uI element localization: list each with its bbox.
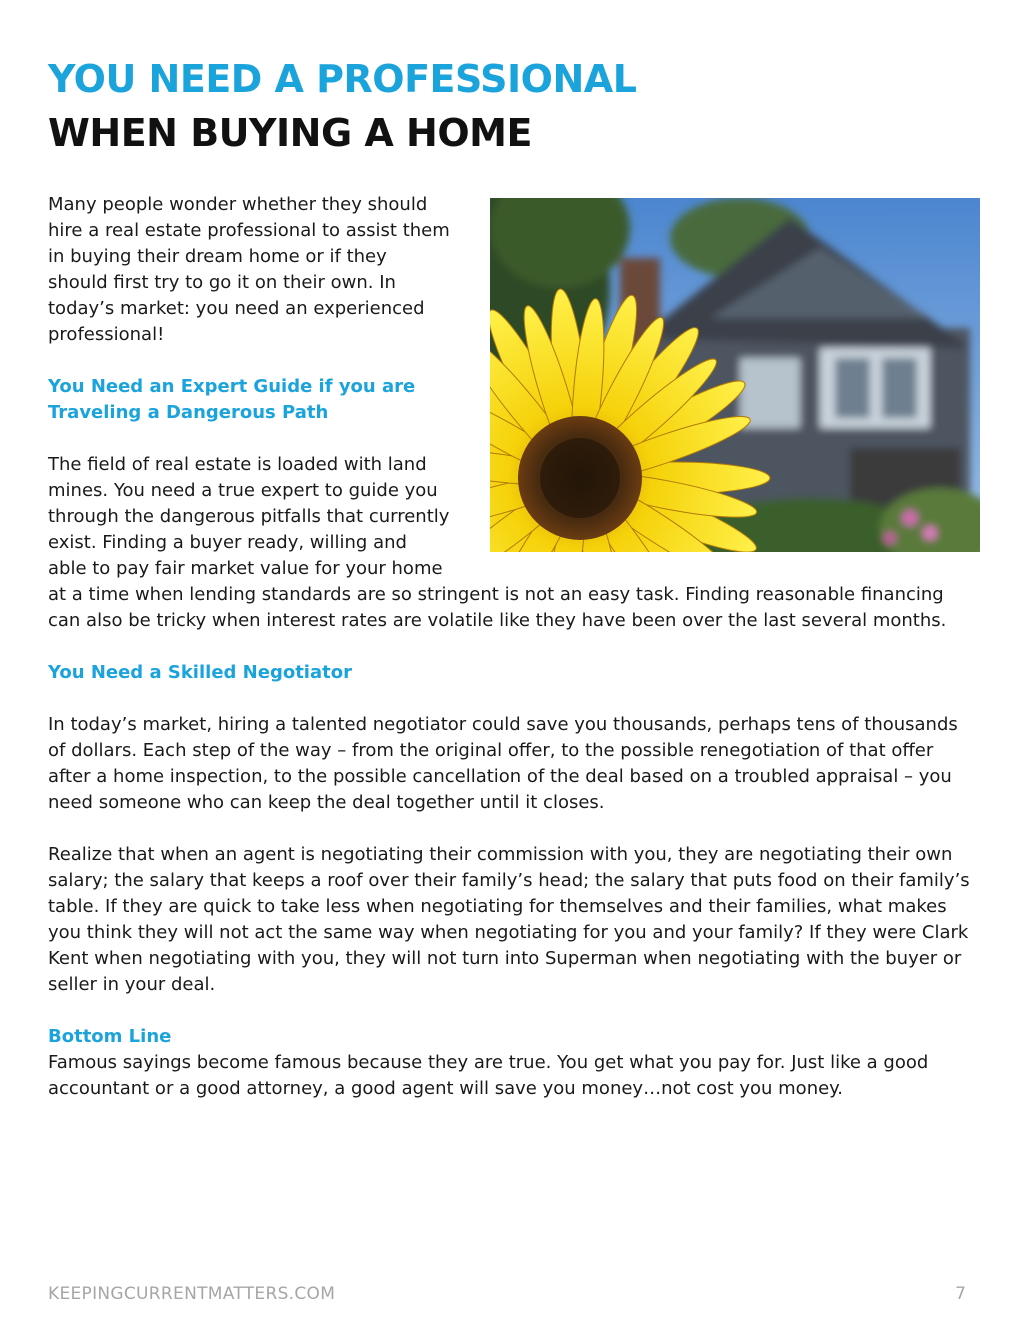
section-heading-bottom-line: Bottom Line <box>48 1026 172 1047</box>
page-number: 7 <box>955 1284 966 1304</box>
paragraph-commission: Realize that when an agent is negotiating their commission with you, they are negotiating their own salary; the salary that keeps a roof over their family’s head; the salary that puts food on their family’s table. If they are quick to take less when negotiating for themselves and their families, what makes you think they will not act the same way when negotiating for you and your family? If they were Clark Kent when negotiating with you, they will not turn into Superman when negotiating with the buyer or seller in your deal. <box>48 844 970 995</box>
footer-site-name: KEEPINGCURRENTMATTERS.COM <box>48 1284 336 1304</box>
section-heading-expert-guide: You Need an Expert Guide if you are Traveling a Dangerous Path <box>48 376 416 423</box>
paragraph-land-mines: The field of real estate is loaded with land mines. You need a true expert to guide you through the dangerous pitfalls that currently exist. Finding a buyer ready, willing and able to pay fair market value for your home at a time when lending standards are so stringent is not an easy task. Finding reasonable financing can also be tricky when interest rates are volatile like they have been over the last several months. <box>48 454 947 631</box>
section-heading-negotiator: You Need a Skilled Negotiator <box>48 662 352 683</box>
paragraph-negotiator: In today’s market, hiring a talented negotiator could save you thousands, perhaps tens of thousands of dollars. Each step of the way – from the original offer, to the possible renegotiation of that offer after a home inspection, to the possible cancellation of the deal based on a troubled appraisal – you need someone who can keep the deal together until it closes. <box>48 714 958 813</box>
intro-paragraph: Many people wonder whether they should hire a real estate professional to assist them in buying their dream home or if they should first try to go it on their own. In today’s market: you need an experienced professional! <box>48 194 450 345</box>
title-line-2: WHEN BUYING A HOME <box>48 111 532 155</box>
title-line-1: YOU NEED A PROFESSIONAL <box>48 57 637 101</box>
article-body <box>48 192 980 1128</box>
page-title <box>48 52 636 160</box>
page-footer <box>48 1284 966 1304</box>
paragraph-bottom-line: Famous sayings become famous because they are true. You get what you pay for. Just like a good accountant or a good attorney, a good agent will save you money…not cost you money. <box>48 1052 929 1099</box>
sunflower-and-house-photo <box>490 198 980 552</box>
